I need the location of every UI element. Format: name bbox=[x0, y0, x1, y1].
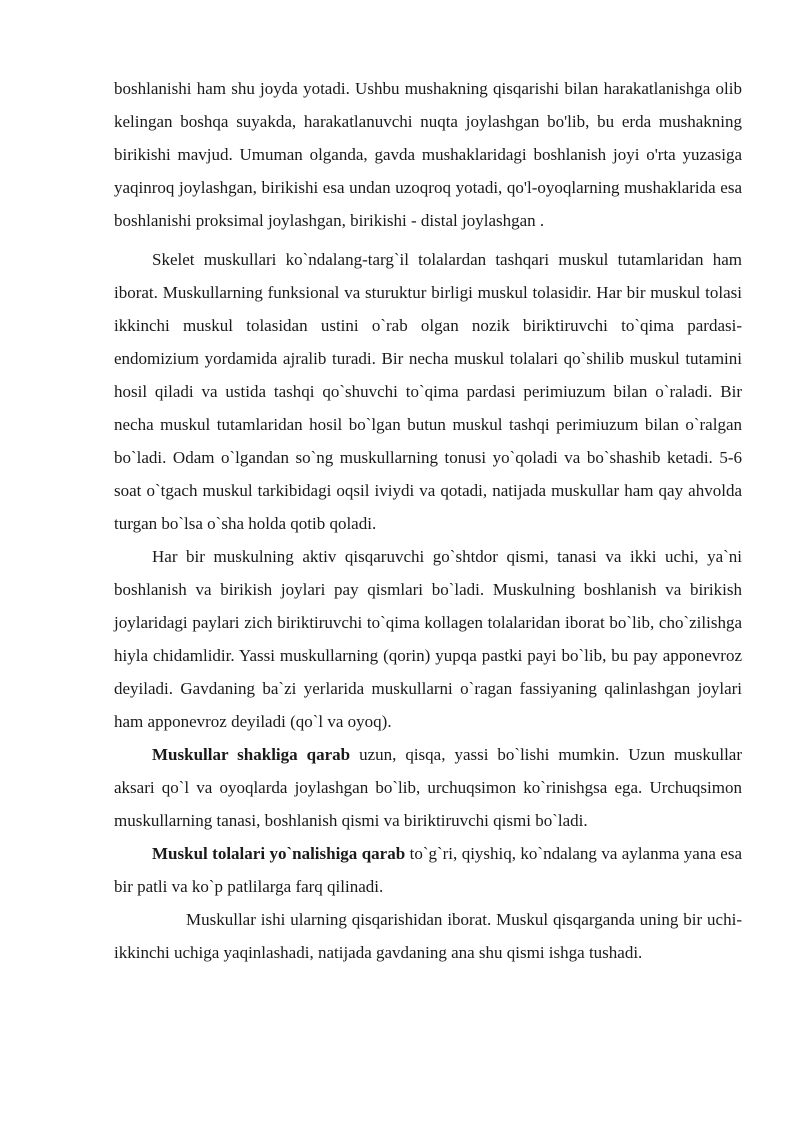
paragraph-3 bbox=[114, 540, 742, 738]
paragraph-3-text: Har bir muskulning aktiv qisqaruvchi go`shtdor qismi, tanasi va ikki uchi, ya`ni boshlanish va birikish joylari pay qismlari bo`ladi. Muskulning boshlanish va birikish joylaridagi paylari zich biriktiruvchi to`qima kollagen tolalaridan iborat bo`lib, cho`zilishga hiyla chidamlidir. Yassi muskullarning (qorin) yupqa pastki payi bo`lib, bu pay apponevroz deyiladi. Gavdaning ba`zi yerlarida muskullarni o`ragan fassiyaning qalinlashgan joylari ham apponevroz deyiladi (qo`l va oyoq). bbox=[114, 547, 742, 731]
paragraph-1-text: boshlanishi ham shu joyda yotadi. Ushbu mushakning qisqarishi bilan harakatlanishga olib kelingan boshqa suyakda, harakatlanuvchi nuqta joylashgan bo'lib, bu erda mushakning birikishi mavjud. Umuman olganda, gavda mushaklaridagi boshlanish joyi o'rta yuzasiga yaqinroq joylashgan, birikishi esa undan uzoqroq yotadi, qo'l-oyoqlarning mushaklarida esa boshlanishi proksimal joylashgan, birikishi - distal joylashgan . bbox=[114, 79, 742, 230]
paragraph-4-heading: Muskullar shakliga qarab bbox=[152, 745, 351, 764]
document-page bbox=[114, 72, 742, 969]
paragraph-2-text: Skelet muskullari ko`ndalang-targ`il tolalardan tashqari muskul tutamlaridan ham iborat. Muskullarning funksional va sturuktur birligi muskul tolasidir. Har bir muskul tolasi ikkinchi muskul tolasidan ustini o`rab olgan nozik biriktiruvchi to`qima pardasi-endomizium yordamida ajralib turadi. Bir necha muskul tolalari qo`shilib muskul tutamini hosil qiladi va ustida tashqi qo`shuvchi to`qima pardasi perimiuzum bilan o`raladi. Bir necha muskul tutamlaridan hosil bo`lgan butun muskul tashqi perimiuzum bilan o`ralgan bo`ladi. Odam o`lgandan so`ng muskullarning tonusi yo`qoladi va bo`shashib ketadi. 5-6 soat o`tgach muskul tarkibidagi oqsil iviydi va qotadi, natijada muskullar ham qay ahvolda turgan bo`lsa o`sha holda qotib qoladi. bbox=[114, 250, 742, 533]
paragraph-5-text: to`g`ri, qiyshiq, ko`ndalang va aylanma yana esa bir patli va ko`p patlilarga farq qilinadi. bbox=[114, 844, 742, 896]
paragraph-1 bbox=[114, 72, 742, 237]
paragraph-4-text: uzun, qisqa, yassi bo`lishi mumkin. Uzun muskullar aksari qo`l va oyoqlarda joylashgan bo`lib, urchuqsimon ko`rinishgsa ega. Urchuqsimon muskullarning tanasi, boshlanish qismi va biriktiruvchi qismi bo`ladi. bbox=[114, 745, 743, 830]
paragraph-6-text: Muskullar ishi ularning qisqarishidan iborat. Muskul qisqarganda uning bir uchi-ikkinchi uchiga yaqinlashadi, natijada gavdaning ana shu qismi ishga tushadi. bbox=[114, 910, 742, 962]
paragraph-5 bbox=[114, 837, 742, 903]
paragraph-5-heading: Muskul tolalari yo`nalishiga qarab bbox=[152, 844, 406, 863]
paragraph-6 bbox=[114, 903, 742, 969]
paragraph-2 bbox=[114, 243, 742, 540]
paragraph-4 bbox=[114, 738, 742, 837]
